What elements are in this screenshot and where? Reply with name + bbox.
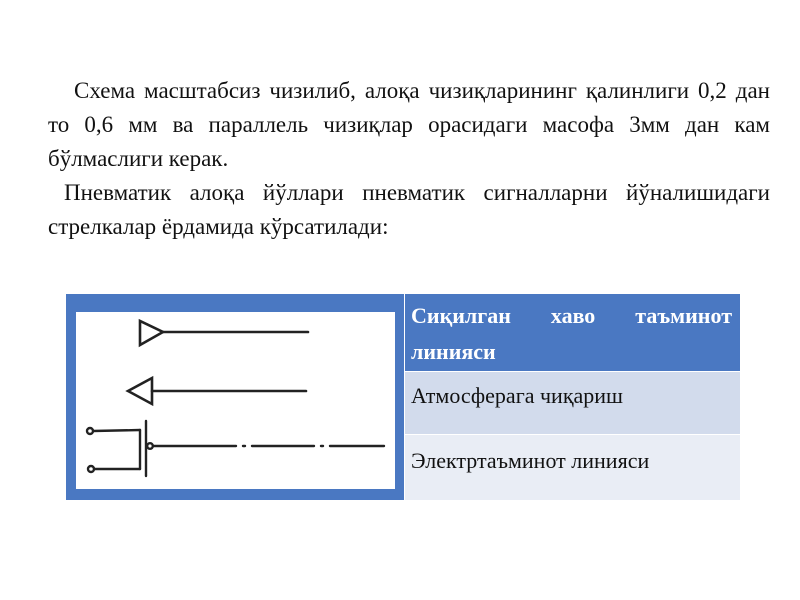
body-text [48, 74, 770, 244]
symbols-svg [76, 312, 395, 489]
arrow-left-line-symbol [128, 378, 306, 404]
closed-triangle-right-icon [140, 321, 163, 345]
electric-supply-line-symbol [87, 421, 384, 476]
arrow-right-line-symbol [140, 321, 308, 345]
line-symbols-table [66, 294, 740, 500]
symbols-drawing [76, 312, 395, 489]
paragraph-scale-requirements: Схема масштабсиз чизилиб, алоқа чизиқларининг қалинлиги 0,2 дан то 0,6 мм ва параллель чизиқлар орасидаги масофа 3мм дан кам бўлмаслиги керак. [48, 78, 770, 171]
label-atmosphere-exhaust: Атмосферага чиқариш [405, 372, 740, 434]
paragraph-pneumatic-lines: Пневматик алоқа йўллари пневматик сигналларни йўналишидаги стрелкалар ёрдамида кўрсатилади: [48, 180, 770, 239]
symbols-cell [66, 294, 404, 500]
lead-line-top [93, 430, 140, 431]
label-compressed-air-supply-line: Сиқилган хаво таъминот линияси [405, 294, 740, 371]
closed-triangle-left-icon [128, 378, 152, 404]
label-electric-supply-line: Электртаъминот линияси [405, 435, 740, 500]
